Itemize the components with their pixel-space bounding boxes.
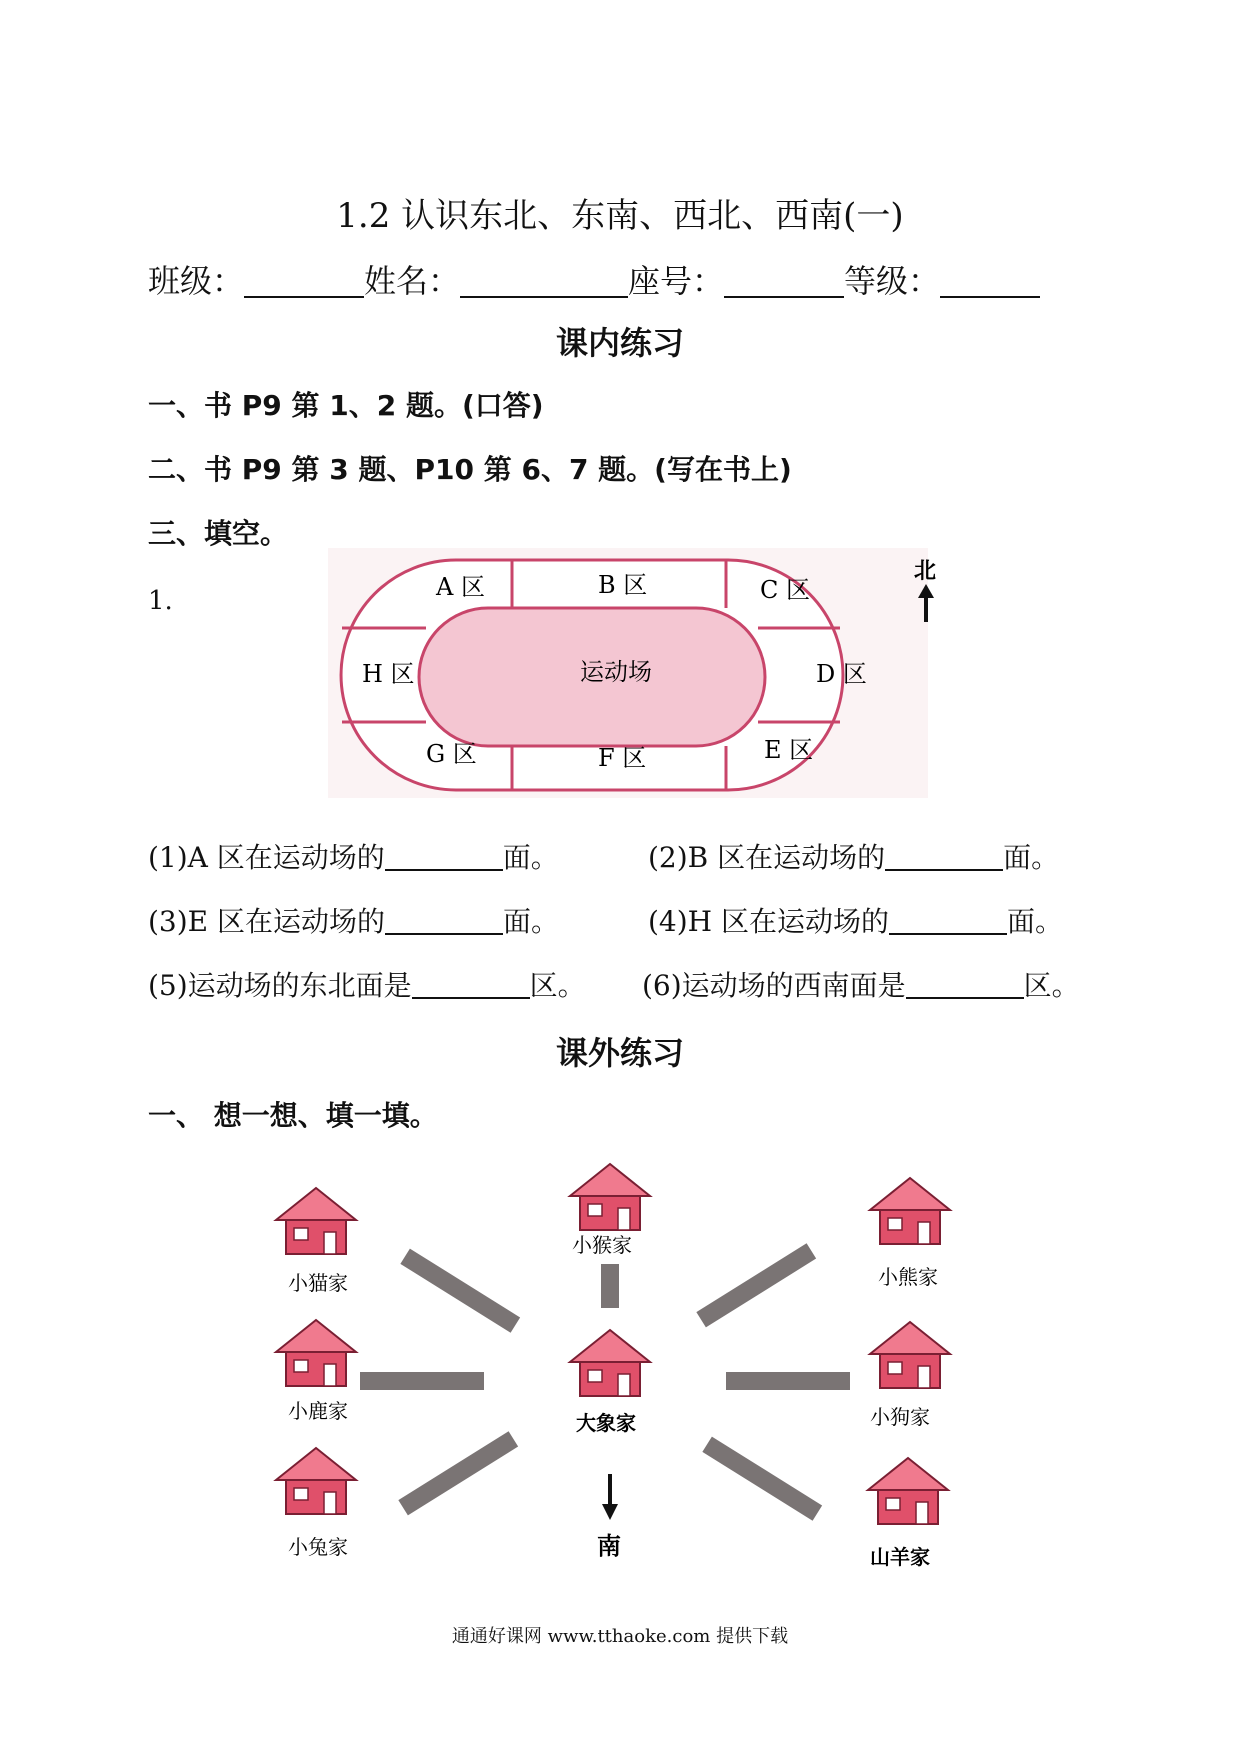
- section-after-class: 课外练习: [555, 1034, 684, 1072]
- goat-house-icon: [868, 1458, 948, 1524]
- road-sw: [398, 1431, 518, 1515]
- road-n: [601, 1264, 619, 1308]
- fill-3-suffix: 面。: [503, 905, 560, 938]
- question-3: 三、填空。: [148, 517, 289, 550]
- fill-1-blank[interactable]: [385, 843, 503, 871]
- deer-house-label: 小鹿家: [288, 1399, 348, 1423]
- fill-question-5: [148, 964, 586, 1004]
- goat-house-label: 山羊家: [870, 1545, 930, 1569]
- fill-6-suffix: 区。: [1023, 969, 1080, 1002]
- name-blank[interactable]: [460, 266, 628, 298]
- name-label: 姓名：: [364, 262, 461, 300]
- zone-d-label: D 区: [816, 660, 867, 688]
- fill-1-prefix: (1)A 区在运动场的: [148, 841, 385, 874]
- student-info-line: [148, 256, 1040, 302]
- class-label: 班级：: [148, 262, 245, 300]
- road-nw: [400, 1249, 520, 1333]
- fill-4-prefix: (4)H 区在运动场的: [648, 905, 889, 938]
- bear-house-icon: [870, 1178, 950, 1244]
- fill-6-prefix: (6)运动场的西南面是: [642, 969, 906, 1002]
- road-ne: [696, 1243, 816, 1327]
- zone-f-label: F 区: [598, 744, 647, 772]
- fill-question-6: [642, 964, 1080, 1004]
- footer-credit: 通通好课网 www.tthaoke.com 提供下载: [451, 1626, 789, 1647]
- item-1-number: 1.: [148, 586, 173, 616]
- arrow-head-icon: [918, 584, 934, 598]
- monkey-house-label: 小猴家: [572, 1233, 632, 1257]
- cat-house-icon: [276, 1188, 356, 1254]
- class-blank[interactable]: [244, 266, 364, 298]
- south-label: 南: [597, 1531, 621, 1560]
- zone-g-label: G 区: [426, 740, 477, 768]
- section-in-class: 课内练习: [555, 324, 684, 362]
- fill-question-1: [148, 836, 559, 876]
- north-indicator: [908, 556, 948, 628]
- monkey-house-icon: [570, 1164, 650, 1230]
- houses-map: [258, 1148, 978, 1588]
- fill-4-suffix: 面。: [1006, 905, 1063, 938]
- field-label: 运动场: [580, 658, 652, 686]
- grade-label: 等级：: [844, 262, 941, 300]
- rabbit-house-label: 小兔家: [288, 1535, 348, 1559]
- question-4: 一、 想一想、填一填。: [148, 1099, 438, 1132]
- fill-3-prefix: (3)E 区在运动场的: [148, 905, 386, 938]
- seat-label: 座号：: [628, 262, 725, 300]
- grade-blank[interactable]: [940, 266, 1040, 298]
- cat-house-label: 小猫家: [288, 1271, 348, 1295]
- seat-blank[interactable]: [724, 266, 844, 298]
- page-title: 1.2 认识东北、东南、西北、西南(一): [336, 196, 904, 236]
- fill-2-suffix: 面。: [1003, 841, 1060, 874]
- fill-question-3: [148, 900, 559, 940]
- zone-b-label: B 区: [598, 571, 648, 599]
- question-2: 二、书 P9 第 3 题、P10 第 6、7 题。(写在书上): [148, 453, 792, 486]
- bear-house-label: 小熊家: [878, 1265, 938, 1289]
- fill-2-prefix: (2)B 区在运动场的: [648, 841, 886, 874]
- fill-3-blank[interactable]: [385, 907, 503, 935]
- fill-question-4: [648, 900, 1063, 940]
- elephant-house-icon: [570, 1330, 650, 1396]
- elephant-house-label: 大象家: [576, 1411, 636, 1435]
- sports-field-diagram: [328, 548, 928, 798]
- fill-6-blank[interactable]: [906, 971, 1024, 999]
- road-se: [702, 1437, 822, 1521]
- fill-4-blank[interactable]: [889, 907, 1007, 935]
- dog-house-label: 小狗家: [870, 1405, 930, 1429]
- fill-question-2: [648, 836, 1059, 876]
- dog-house-icon: [870, 1322, 950, 1388]
- fill-5-blank[interactable]: [412, 971, 530, 999]
- arrow-head-icon: [602, 1504, 618, 1520]
- fill-5-prefix: (5)运动场的东北面是: [148, 969, 412, 1002]
- road-e: [726, 1372, 850, 1390]
- zone-c-label: C 区: [760, 576, 810, 604]
- zone-e-label: E 区: [764, 736, 814, 764]
- question-1: 一、书 P9 第 1、2 题。(口答): [148, 389, 544, 422]
- fill-1-suffix: 面。: [502, 841, 559, 874]
- deer-house-icon: [276, 1320, 356, 1386]
- north-label: 北: [914, 558, 937, 584]
- zone-a-label: A 区: [436, 573, 485, 601]
- fill-5-suffix: 区。: [529, 969, 586, 1002]
- rabbit-house-icon: [276, 1448, 356, 1514]
- road-w: [360, 1372, 484, 1390]
- fill-2-blank[interactable]: [885, 843, 1003, 871]
- zone-h-label: H 区: [362, 660, 415, 688]
